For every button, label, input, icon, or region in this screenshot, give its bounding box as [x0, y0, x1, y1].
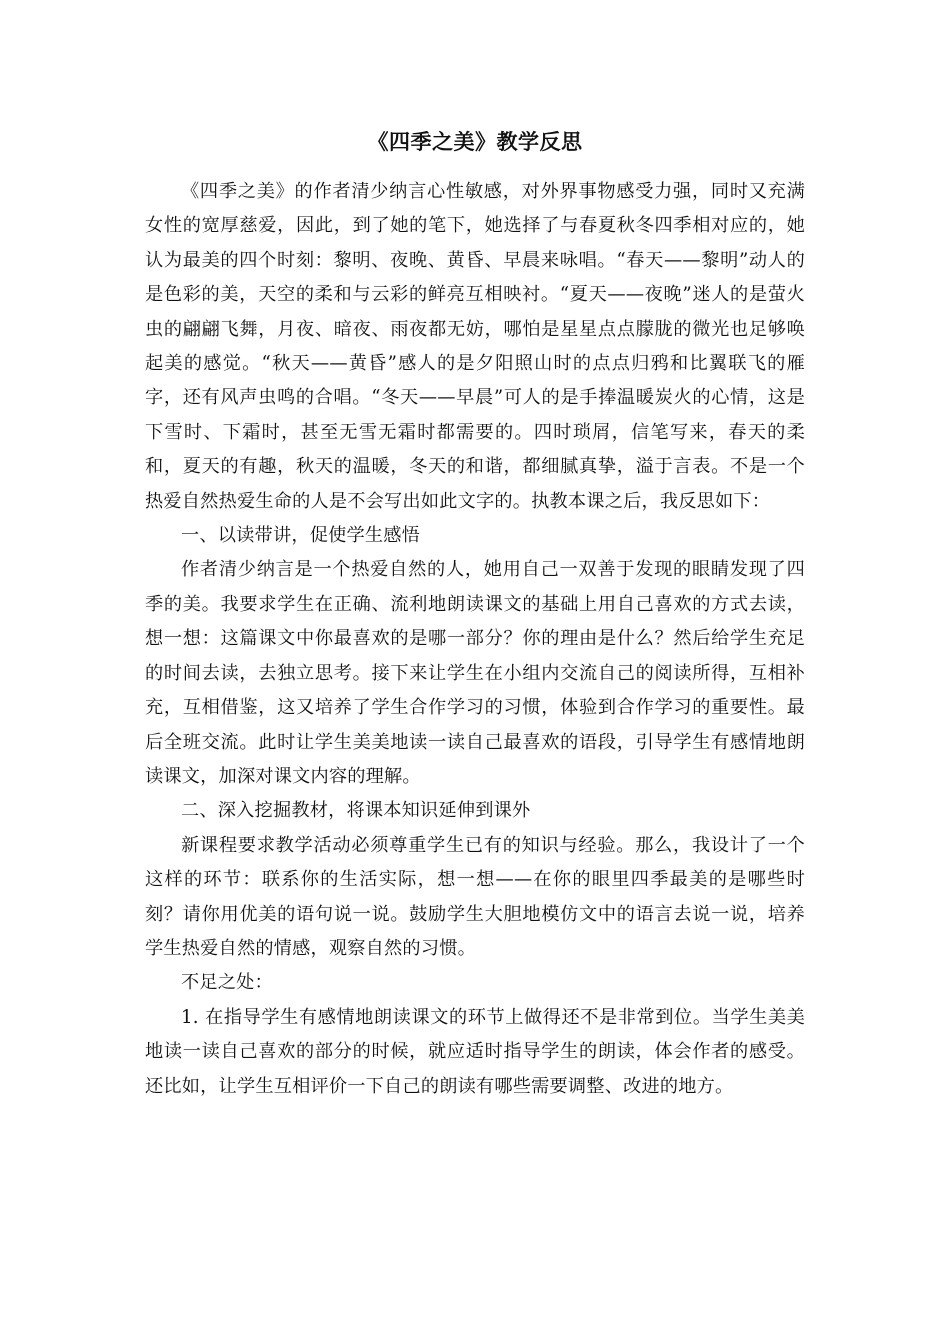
shortcomings-heading: 不足之处： [181, 972, 273, 994]
paragraph-section-1: 作者清少纳言是一个热爱自然的人，她用自己一双善于发现的眼睛发现了四季的美。我要求学生在正确、流利地朗读课文的基础上用自己喜欢的方式去读，想一想：这篇课文中你最喜欢的是哪一部分？你的理由是什么？然后给学生充足的时间去读，去独立思考。接下来让学生在小组内交流自己的阅读所得，互相补充，互相借鉴，这又培养了学生合作学习的习惯，体验到合作学习的重要性。最后全班交流。此时让学生美美地读一读自己最喜欢的语段，引导学生有感情地朗读课文，加深对课文内容的理解。 [145, 559, 805, 787]
document-body [145, 175, 805, 1104]
section-heading-1: 一、以读带讲，促使学生感悟 [181, 525, 421, 547]
document-title: 《四季之美》教学反思 [367, 129, 583, 154]
paragraph-intro: 《四季之美》的作者清少纳言心性敏感，对外界事物感受力强，同时又充满女性的宽厚慈爱，因此，到了她的笔下，她选择了与春夏秋冬四季相对应的，她认为最美的四个时刻：黎明、夜晚、黄昏、早晨来咏唱。“春天——黎明”动人的是色彩的美，天空的柔和与云彩的鲜亮互相映衬。“夏天——夜晚”迷人的是萤火虫的翩翩飞舞，月夜、暗夜、雨夜都无妨，哪怕是星星点点朦胧的微光也足够唤起美的感觉。“秋天——黄昏”感人的是夕阳照山时的点点归鸦和比翼联飞的雁字，还有风声虫鸣的合唱。“冬天——早晨”可人的是手捧温暖炭火的心情，这是下雪时、下霜时，甚至无雪无霜时都需要的。四时琐屑，信笔写来，春天的柔和，夏天的有趣，秋天的温暖，冬天的和谐，都细腻真挚，溢于言表。不是一个热爱自然热爱生命的人是不会写出如此文字的。执教本课之后，我反思如下： [145, 181, 805, 512]
section-heading-2: 二、深入挖掘教材，将课本知识延伸到课外 [181, 800, 531, 822]
paragraph-shortcoming-1: 1. 在指导学生有感情地朗读课文的环节上做得还不是非常到位。当学生美美地读一读自己喜欢的部分的时候，就应适时指导学生的朗读，体会作者的感受。还比如，让学生互相评价一下自己的朗读有哪些需要调整、改进的地方。 [145, 1006, 805, 1097]
paragraph-section-2: 新课程要求教学活动必须尊重学生已有的知识与经验。那么，我设计了一个这样的环节：联系你的生活实际，想一想——在你的眼里四季最美的是哪些时刻？请你用优美的语句说一说。鼓励学生大胆地模仿文中的语言去说一说，培养学生热爱自然的情感，观察自然的习惯。 [145, 834, 805, 959]
